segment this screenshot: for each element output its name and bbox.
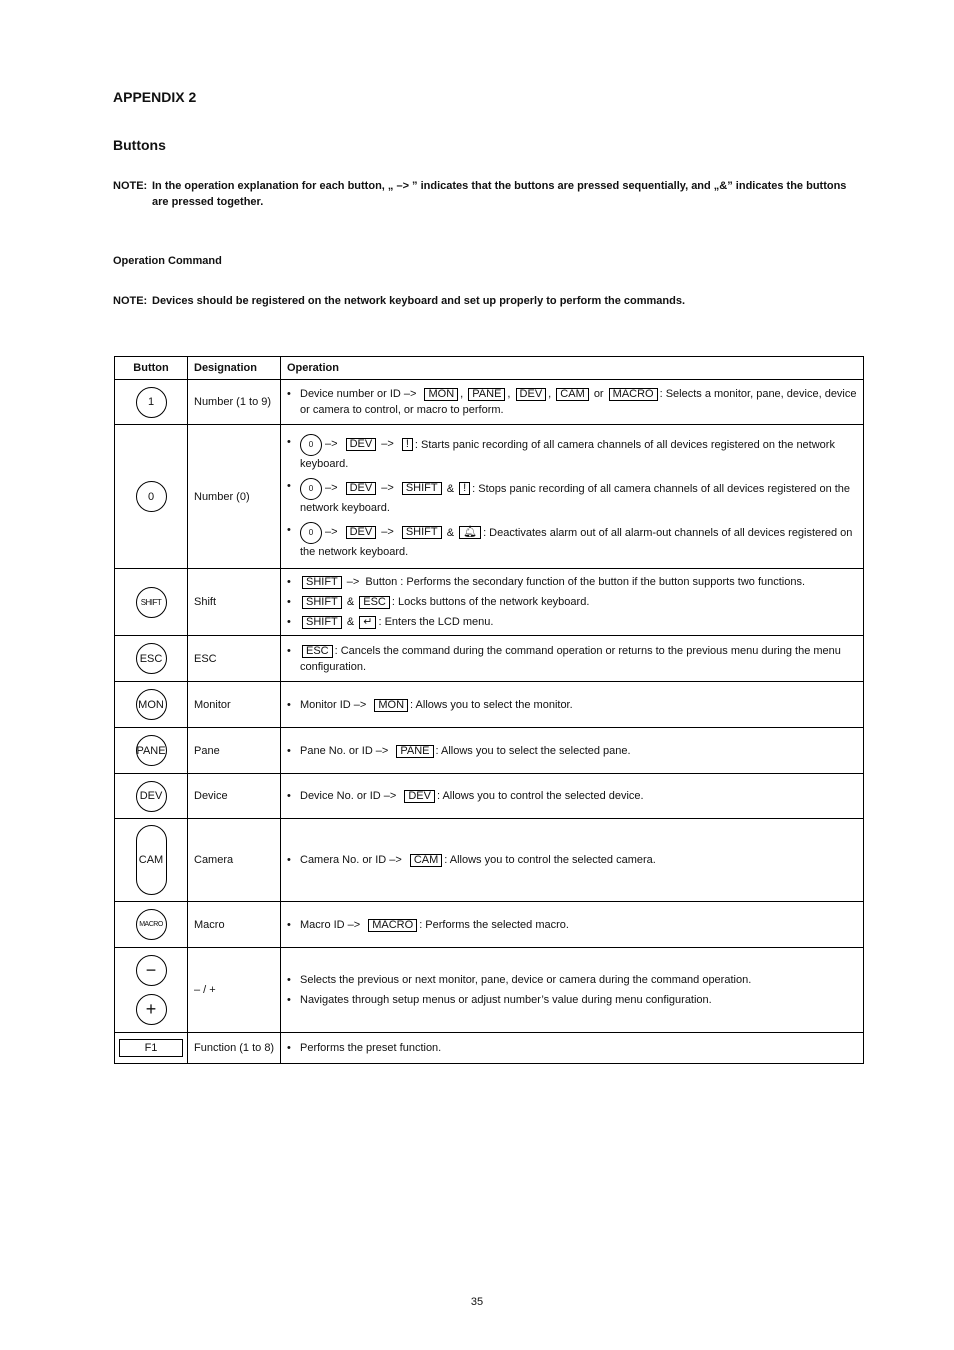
operation-cell (281, 948, 864, 1033)
list-item: • ESC : Cancels the command during the command operation or returns to the previous menu during the menu configuration. (287, 643, 857, 675)
operation-cell (281, 425, 864, 569)
number-0-button-icon: 0 (136, 481, 167, 512)
alarm-bell-key-icon: 🔔︎ (459, 526, 481, 539)
note-sequence (113, 178, 858, 210)
list-item: • Selects the previous or next monitor, pane, device or camera during the command operation. (287, 972, 857, 988)
shift-key-icon: SHIFT (302, 616, 342, 629)
list-item: • Device No. or ID –> DEV : Allows you to control the selected device. (287, 788, 857, 804)
list-item: • Pane No. or ID –> PANE : Allows you to select the selected pane. (287, 743, 857, 759)
operation-cell (281, 774, 864, 819)
plus-button-icon: + (136, 994, 167, 1025)
panic-key-icon: ! (459, 482, 470, 495)
mon-key-icon: MON (424, 388, 458, 401)
cam-button-icon: CAM (136, 825, 167, 895)
operation-cell (281, 636, 864, 682)
note-label: NOTE: (113, 180, 148, 192)
designation-cell: Device (188, 774, 281, 819)
table-row (115, 569, 864, 636)
esc-button-icon: ESC (136, 643, 167, 674)
dev-key-icon: DEV (346, 482, 377, 495)
header-designation: Designation (188, 357, 281, 380)
mon-button-icon: MON (136, 689, 167, 720)
list-item: • 0 –> DEV –> ! : Starts panic recording of all camera channels of all devices registered on the network keyboard. (287, 434, 857, 472)
table-row (115, 728, 864, 774)
list-item: • Navigates through setup menus or adjust number’s value during menu configuration. (287, 992, 857, 1008)
table-row (115, 1033, 864, 1064)
designation-cell: Monitor (188, 682, 281, 728)
dev-key-icon: DEV (346, 438, 377, 451)
mon-key-icon: MON (374, 699, 408, 712)
dev-key-icon: DEV (516, 388, 547, 401)
designation-cell: Pane (188, 728, 281, 774)
operation-cell (281, 902, 864, 948)
pane-key-icon: PANE (396, 745, 433, 758)
number-1-button-icon: 1 (136, 387, 167, 418)
table-row (115, 380, 864, 425)
operation-cell (281, 728, 864, 774)
esc-key-icon: ESC (302, 645, 333, 658)
panic-key-icon: ! (402, 438, 413, 451)
note-text: In the operation explanation for each button, „ –> ” indicates that the buttons are pressed sequentially, and „&” indicates the buttons are pressed together. (152, 180, 847, 208)
shift-key-icon: SHIFT (402, 526, 442, 539)
dev-key-icon: DEV (346, 526, 377, 539)
table-row (115, 682, 864, 728)
dev-button-icon: DEV (136, 781, 167, 812)
operation-cell (281, 380, 864, 425)
list-item: • 0 –> DEV –> SHIFT & ! : Stops panic recording of all camera channels of all devices registered on the network keyboard. (287, 478, 857, 516)
table-row (115, 902, 864, 948)
table-row (115, 774, 864, 819)
table-row (115, 636, 864, 682)
zero-key-icon: 0 (300, 478, 322, 500)
list-item: • Macro ID –> MACRO : Performs the selected macro. (287, 917, 857, 933)
designation-cell: Function (1 to 8) (188, 1033, 281, 1064)
operation-cell (281, 682, 864, 728)
macro-button-icon: MACRO (136, 909, 167, 940)
dev-key-icon: DEV (404, 790, 435, 803)
list-item: • Performs the preset function. (287, 1040, 857, 1056)
list-item: • SHIFT & ↵ : Enters the LCD menu. (287, 614, 857, 630)
zero-key-icon: 0 (300, 434, 322, 456)
enter-key-icon: ↵ (359, 616, 376, 629)
table-header-row (115, 357, 864, 380)
header-button: Button (115, 357, 188, 380)
cam-key-icon: CAM (556, 388, 588, 401)
cam-key-icon: CAM (410, 854, 442, 867)
note-label: NOTE: (113, 295, 148, 307)
minus-button-icon: − (136, 955, 167, 986)
table-row (115, 948, 864, 1033)
appendix-heading: APPENDIX 2 (113, 89, 197, 105)
shift-key-icon: SHIFT (302, 576, 342, 589)
table-row (115, 425, 864, 569)
operation-cell (281, 1033, 864, 1064)
operation-command-heading: Operation Command (113, 255, 222, 267)
f1-button-icon: F1 (119, 1039, 183, 1057)
designation-cell: Camera (188, 819, 281, 902)
designation-cell: Number (0) (188, 425, 281, 569)
list-item: • 0 –> DEV –> SHIFT & 🔔︎ : Deactivates alarm out of all alarm-out channels of all devices registered on the network keyboard. (287, 522, 857, 560)
list-item: • SHIFT –> Button : Performs the secondary function of the button if the button supports two functions. (287, 574, 857, 590)
designation-cell: ESC (188, 636, 281, 682)
designation-cell: Shift (188, 569, 281, 636)
buttons-heading: Buttons (113, 137, 166, 153)
operation-cell (281, 819, 864, 902)
list-item: • Camera No. or ID –> CAM : Allows you to control the selected camera. (287, 852, 857, 868)
note-text: Devices should be registered on the network keyboard and set up properly to perform the commands. (152, 295, 686, 307)
esc-key-icon: ESC (359, 596, 390, 609)
page-number: 35 (470, 1296, 484, 1308)
buttons-table (114, 356, 864, 1064)
list-item: • SHIFT & ESC : Locks buttons of the network keyboard. (287, 594, 857, 610)
operation-cell (281, 569, 864, 636)
macro-key-icon: MACRO (609, 388, 658, 401)
shift-key-icon: SHIFT (402, 482, 442, 495)
list-item: • Device number or ID –> MON , PANE , DEV , CAM or MACRO : Selects a monitor, pane, device, device or camera to control, or macro to perform. (287, 386, 857, 418)
macro-key-icon: MACRO (368, 919, 417, 932)
list-item: • Monitor ID –> MON : Allows you to select the monitor. (287, 697, 857, 713)
designation-cell: Macro (188, 902, 281, 948)
designation-cell: – / + (188, 948, 281, 1033)
zero-key-icon: 0 (300, 522, 322, 544)
shift-key-icon: SHIFT (302, 596, 342, 609)
header-operation: Operation (281, 357, 864, 380)
note-registration (113, 293, 858, 309)
table-row (115, 819, 864, 902)
shift-button-icon: SHIFT (136, 587, 167, 618)
pane-key-icon: PANE (468, 388, 505, 401)
designation-cell: Number (1 to 9) (188, 380, 281, 425)
pane-button-icon: PANE (136, 735, 167, 766)
